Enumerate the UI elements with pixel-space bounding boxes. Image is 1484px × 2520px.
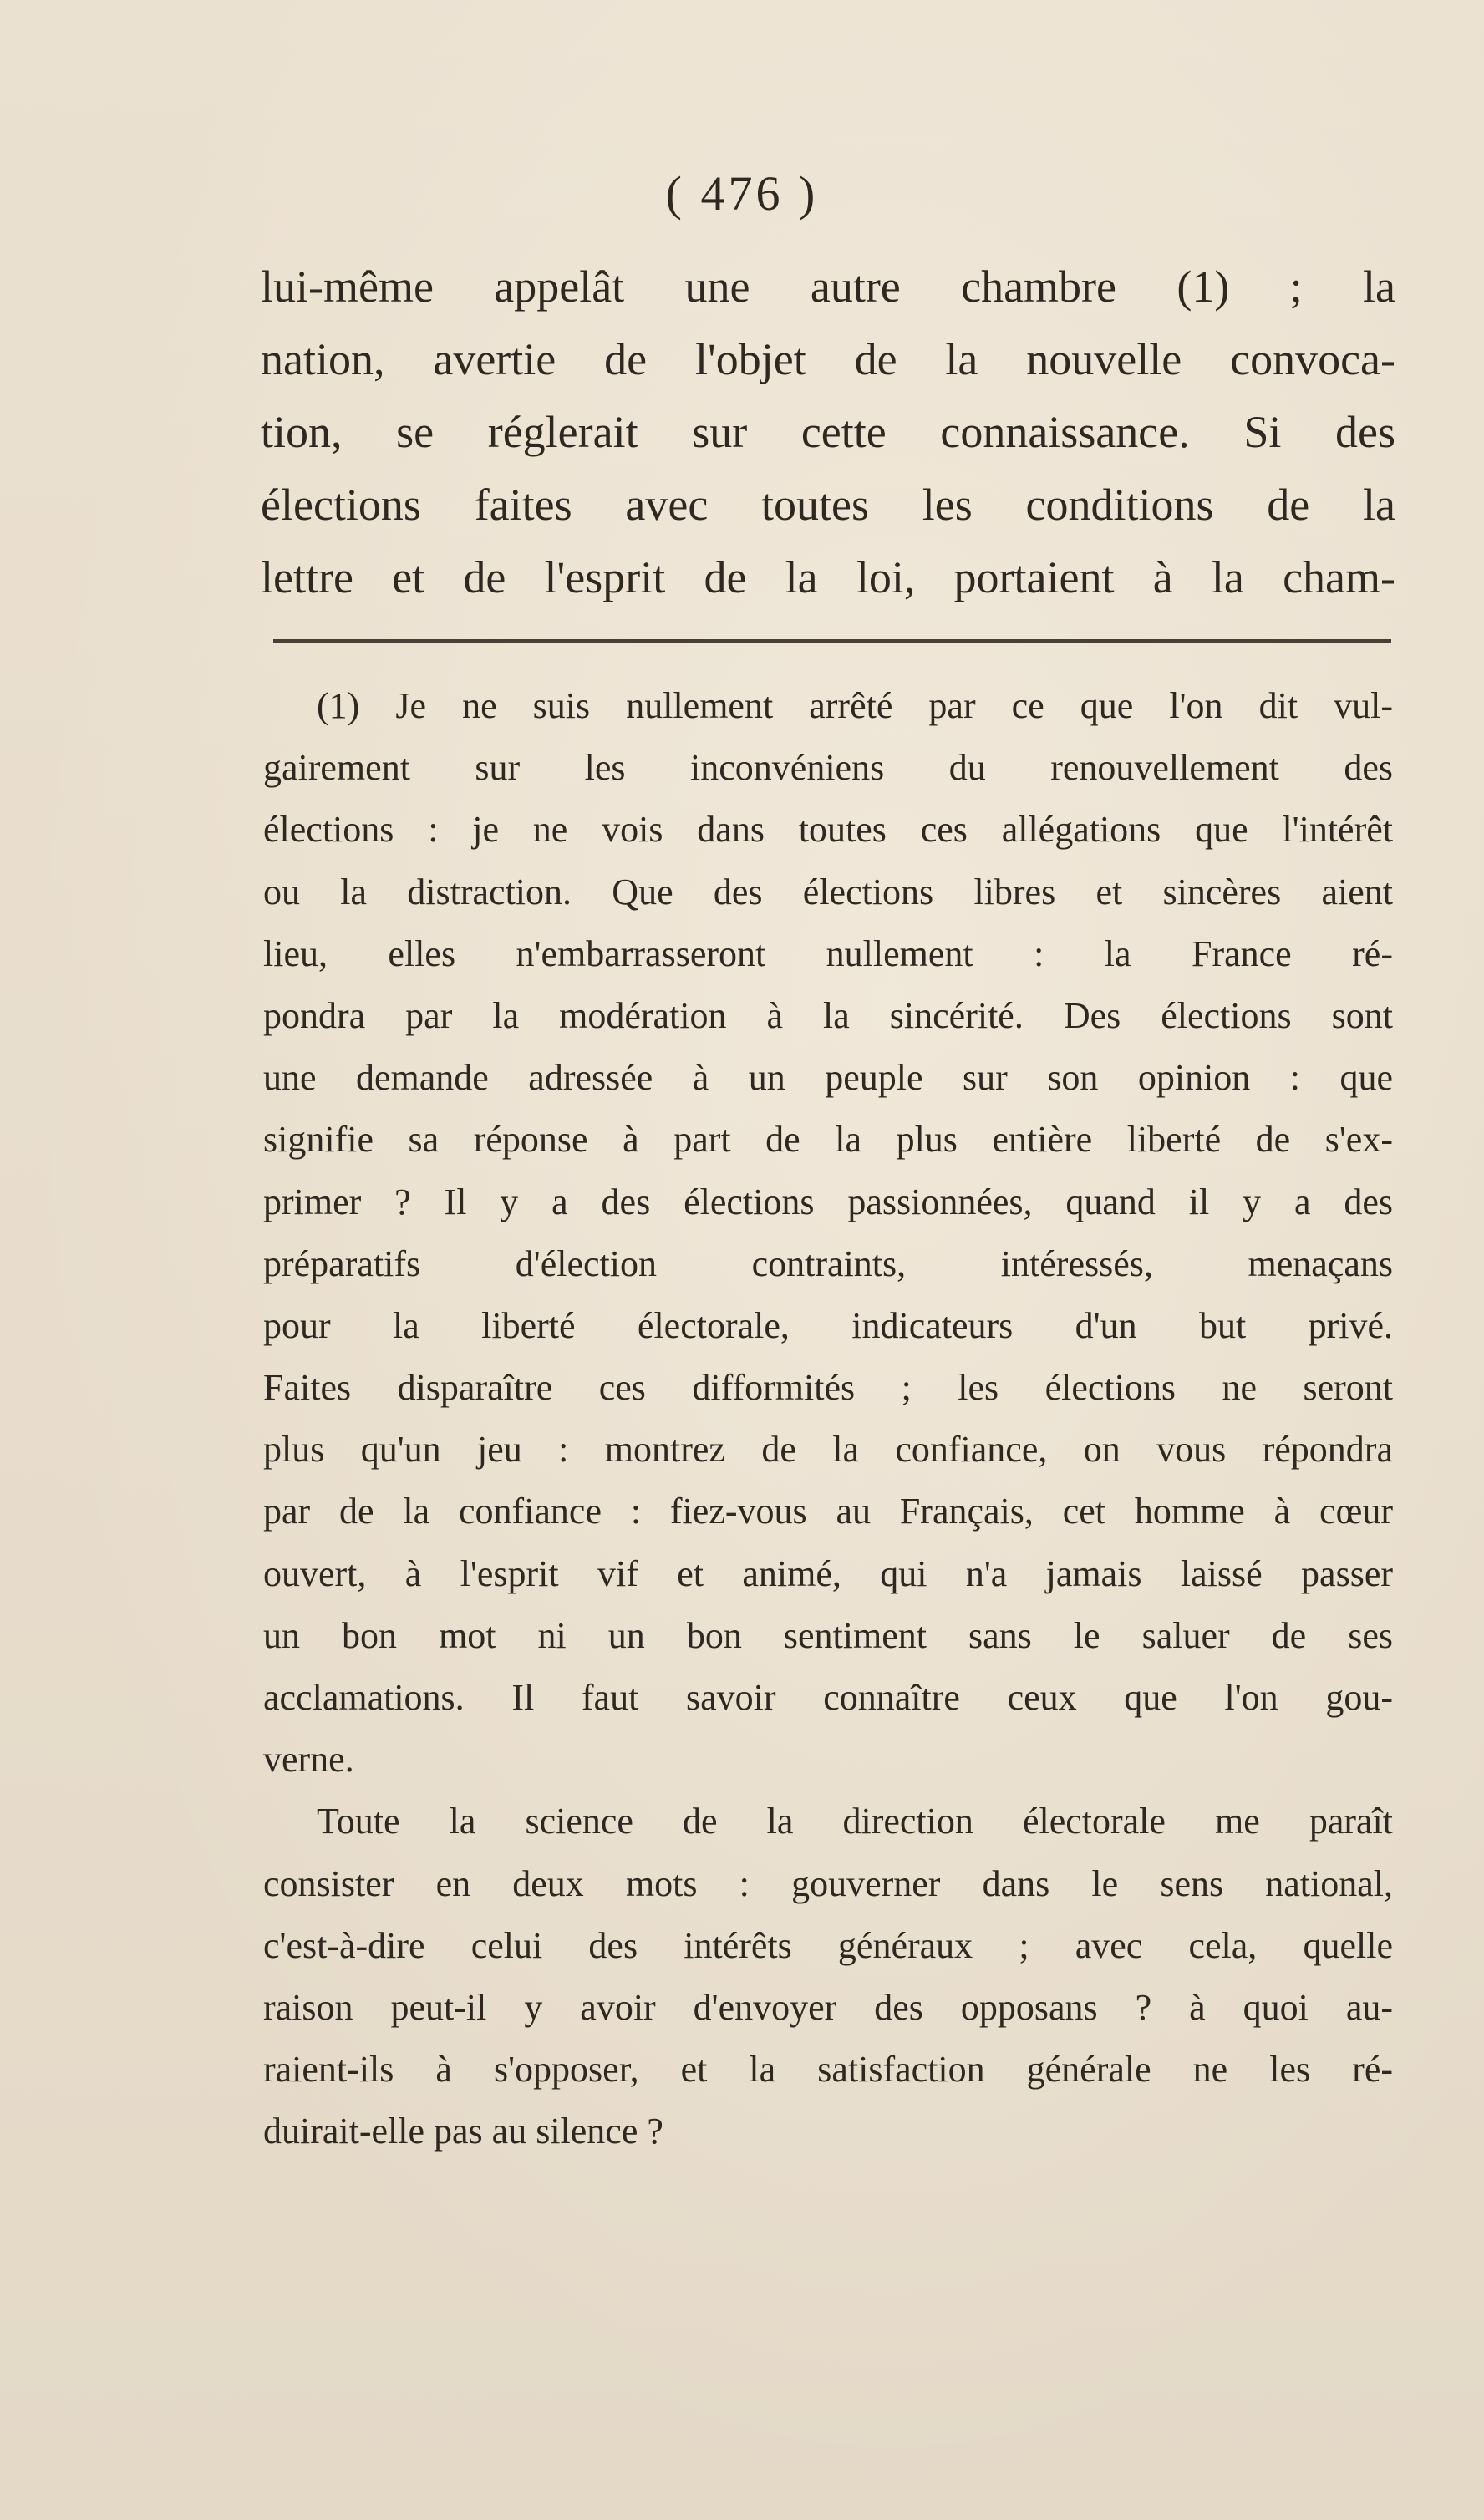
footnote-line: (1) Je ne suis nullement arrêté par ce que l'on dit vul- <box>317 685 1393 726</box>
footnote-line: consister en deux mots : gouverner dans le sens national, <box>263 1862 1393 1904</box>
footnote-line: préparatifs d'élection contraints, intéressés, menaçans <box>263 1242 1393 1284</box>
footnote-line: pondra par la modération à la sincérité. Des élections sont <box>263 994 1393 1036</box>
footnote-separator-rule <box>273 639 1391 643</box>
footnote-line: Toute la science de la direction électorale me paraît <box>317 1801 1393 1842</box>
footnote-line: pour la liberté électorale, indicateurs d'un but privé. <box>263 1304 1393 1346</box>
footnote-line: un bon mot ni un bon sentiment sans le saluer de ses <box>263 1614 1393 1656</box>
footnote-line: élections : je ne vois dans toutes ces allégations que l'intérêt <box>263 809 1393 851</box>
footnote-line: Faites disparaître ces difformités ; les élections ne seront <box>263 1367 1393 1409</box>
footnote-line: lieu, elles n'embarrasseront nullement : la France ré- <box>263 932 1393 974</box>
footnote-block <box>263 675 1393 2163</box>
text-line: nation, avertie de l'objet de la nouvelle convoca- <box>261 334 1395 384</box>
footnote-line: ouvert, à l'esprit vif et animé, qui n'a jamais laissé passer <box>263 1552 1393 1594</box>
footnote-line: signifie sa réponse à part de la plus entière liberté de s'ex- <box>263 1119 1393 1161</box>
page-number: ( 476 ) <box>665 166 819 221</box>
footnote-line: ou la distraction. Que des élections libres et sincères aient <box>263 871 1393 912</box>
footnote-line: plus qu'un jeu : montrez de la confiance, on vous répondra <box>263 1429 1393 1471</box>
footnote-line: une demande adressée à un peuple sur son opinion : que <box>263 1057 1393 1099</box>
footnote-line: gairement sur les inconvéniens du renouvellement des <box>263 747 1393 789</box>
text-line: tion, se réglerait sur cette connaissance. Si des <box>261 407 1395 457</box>
footnote-line: par de la confiance : fiez-vous au Français, cet homme à cœur <box>263 1491 1393 1532</box>
text-line: lui-même appelât une autre chambre (1) ; la <box>261 262 1395 312</box>
footnote-line: c'est-à-dire celui des intérêts généraux ; avec cela, quelle <box>263 1924 1393 1966</box>
footnote-line: raient-ils à s'opposer, et la satisfaction générale ne les ré- <box>263 2049 1393 2091</box>
text-line: élections faites avec toutes les conditions de la <box>261 480 1395 530</box>
footnote-line: duirait-elle pas au silence ? <box>263 2111 663 2152</box>
footnote-line: verne. <box>263 1739 354 1781</box>
text-line: lettre et de l'esprit de la loi, portaient à la cham- <box>261 552 1395 602</box>
main-text-block <box>261 251 1395 614</box>
footnote-line: raison peut-il y avoir d'envoyer des opposans ? à quoi au- <box>263 1986 1393 2028</box>
footnote-line: acclamations. Il faut savoir connaître ceux que l'on gou- <box>263 1677 1393 1718</box>
footnote-line: primer ? Il y a des élections passionnées, quand il y a des <box>263 1181 1393 1222</box>
